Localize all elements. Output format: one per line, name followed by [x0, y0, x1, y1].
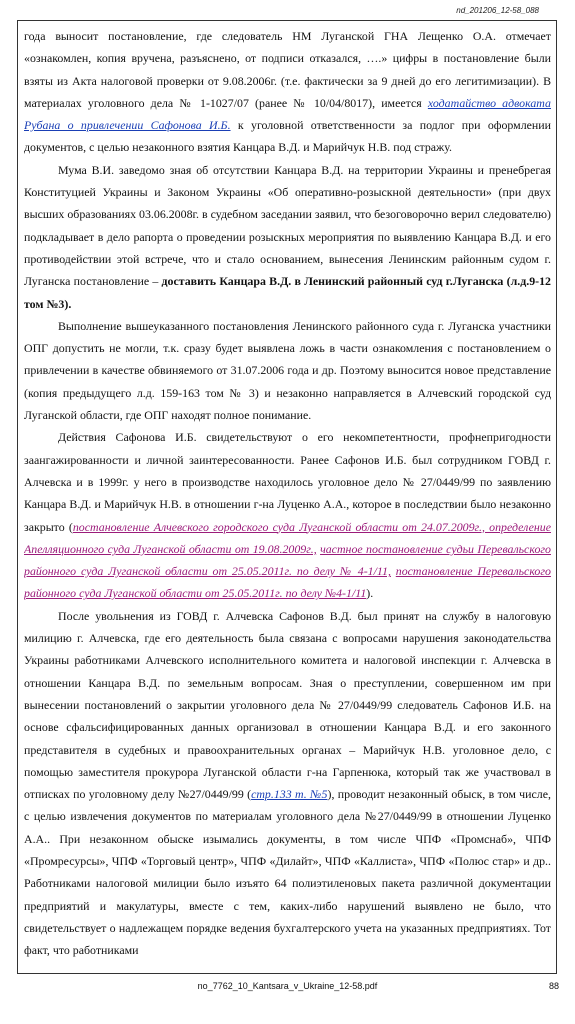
paragraph-text: года выносит постановление, где следователь НМ Луганской ГНА Лещенко О.А. отмечает «ознакомлен, копия вручена, разъяснено, от подписи отказался, ….» цифры в постановление были взяты из Акта налоговой проверки от 9.08.2006г. (т.е. фактически за 9 дней до его легитимизации). В материалах уголовного дела № 1-1027/07 (ранее № 10/04/8017), имеется: [24, 29, 551, 110]
paragraph-text: Выполнение вышеуказанного постановления Ленинского районного суда г. Луганска участники ОПГ допустить не могли, т.к. сразу будет выявлена ложь в части ознакомления с постановлением о привлечении в качестве обвиняемого от 31.07.2006 года и др. Поэтому выносится новое представление (копия предыдущего л.д. 159-163 том № 3) и незаконно направляется в Алчевский городской суд Луганской области, где ОПГ находят полное понимание.: [24, 318, 551, 423]
document-body: [24, 25, 551, 970]
page-reference-link[interactable]: стр.133 т. №5: [251, 787, 328, 802]
paragraph-text: ), проводит незаконный обыск, в том числе, с целью извлечения документов по материалам уголовного дела №27/0449/99 в отношении Луценко А.А.. При незаконном обыске изымались документы, в том числе ЧПФ «Промснаб», ЧПФ «Промресурсы», ЧПФ «Торговый центр», ЧПФ «Дилайт», ЧПФ «Каллиста», ЧПФ «Полюс стар» и др.. Работниками налоговой милиции было изъято 64 полиэтиленовых пакета различной документации предприятий и макулатуры, вместе с тем, каких-либо нарушений выявлено не было, что свидетельствует о надлежащем порядке ведения бухгалтерского учета на указанных предприятиях. Тот факт, что работниками: [24, 787, 551, 958]
court-decision-link[interactable]: постановление Алчевского городского суда Луганской области от 24.07.2009г., определение Апелляционного суда Луганской области от 19.08.2009г.,: [24, 519, 551, 556]
bold-text: (л.д.9-12 том №3).: [24, 274, 551, 311]
footer-page-number: 88: [548, 981, 559, 991]
district-court-ruling-link[interactable]: постановление Перевальского районного суда Луганской области от 25.05.2011г. по делу №4-1/11: [24, 564, 551, 601]
private-ruling-link[interactable]: частное постановление судьи Перевальского районного суда Луганской области от 25.05.2011г. по делу № 4-1/11,: [24, 541, 551, 579]
paragraph-1: [24, 25, 551, 159]
paragraph-4: [24, 426, 551, 604]
paragraph-text: Мума В.И. заведомо зная об отсутствии Канцара В.Д. на территории Украины и пренебрегая Конституцией Украины и Законом Украины «Об оперативно-розыскной деятельности» (при двух высших образованиях 03.06.2008г. в судебном заседании заявил, что безоговорочно верил следователю) подкладывает в дело рапорта о проведении розыскных мероприятия по выявлению Канцара В.Д. и его противодействии этой встрече, что и стало основанием, вынесения Ленинским районным судом г. Луганска постановление –: [24, 162, 551, 289]
paragraph-2: [24, 159, 551, 315]
paragraph-text: После увольнения из ГОВД г. Алчевска Сафонов В.Д. был принят на службу в налоговую милицию г. Алчевска, где его деятельность была связана с вопросами нарушения законодательства Украины работниками Алчевского исполнительного комитета и налоговой инспекции г. Алчевска в отношении Канцара В.Д. по земельным вопросам. Зная о преступлении, совершенном им при вынесении постановлений о закрытии уголовного дела № 27/0449/99 следователь Сафонов И.Б. на основе сфальсифицированных данных организовал в отношении Канцара В.Д. и его законного представителя в судебных и правоохранительных органах – Марийчук Н.В. уголовное дело, с помощью заместителя прокурора Луганской области г-на Гарпенюка, который так же участвовал в отписках по уголовному делу №27/0449/99 (: [24, 608, 551, 802]
bold-text: доставить Канцара В.Д. в Ленинский районный суд г.Луганска: [161, 274, 504, 289]
paragraph-text: к уголовной ответственности за подлог при оформлении документов, с целью незаконного взятия Канцара В.Д. и Марийчук Н.В. под стражу.: [24, 118, 551, 155]
page-id-label: nd_201206_12-58_088: [456, 6, 539, 15]
petition-link[interactable]: ходатайство адвоката Рубана о привлечении Сафонова И.Б.: [24, 95, 551, 133]
paragraph-text: ).: [366, 586, 374, 601]
paragraph-3: [24, 315, 551, 426]
paragraph-5: [24, 605, 551, 962]
paragraph-text: Действия Сафонова И.Б. свидетельствуют о его некомпетентности, профнепригодности заангажированности и личной заинтересованности. Ранее Сафонов И.Б. был сотрудником ГОВД г. Алчевска и в 1999г. у него в производстве находилось уголовное дело № 27/0449/99 по заявлению Канцара В.Д. и Марийчук Н.В. в отношении г-на Луценко А.А., которое в последствии было незаконно закрыто (: [24, 430, 551, 534]
footer-document-name: no_7762_10_Kantsara_v_Ukraine_12-58.pdf: [197, 981, 378, 991]
